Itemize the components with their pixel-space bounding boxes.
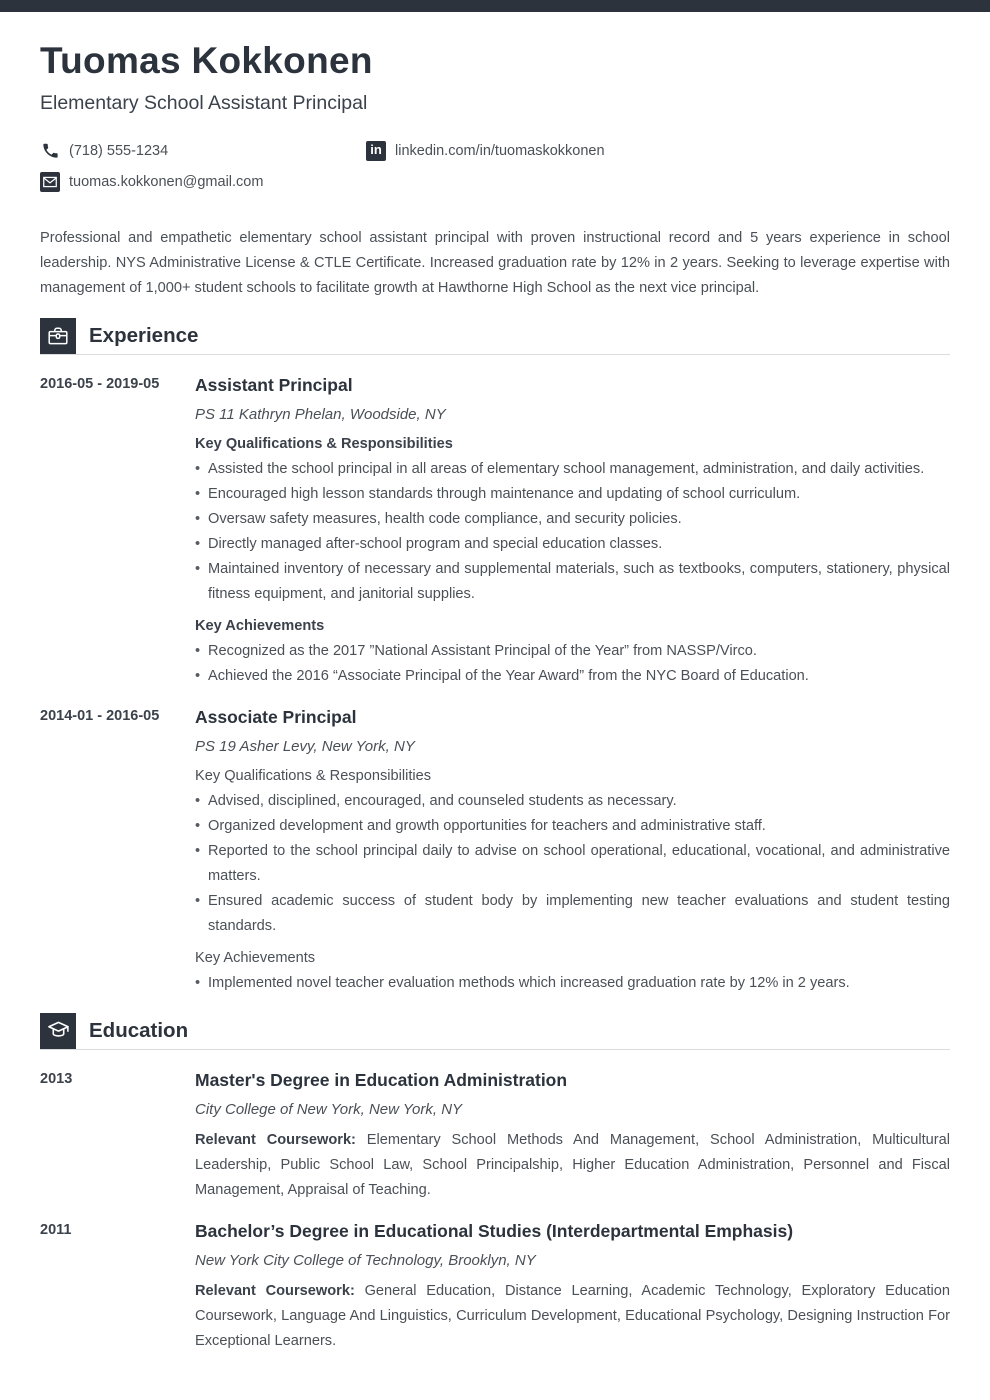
bullet-item: • Directly managed after-school program and special education classes. [195,532,950,557]
entry-title: Assistant Principal [195,374,353,395]
professional-summary: Professional and empathetic elementary school assistant principal with proven instructional record and 5 years experience in school leadership. NYS Administrative License & CTLE Certificate. Increased graduation rate by 12% in 2 years. Seeking to leverage expertise with management of 1,000+ student schools to facilitate growth at Hawthorne High School as the next vice principal. [40,229,950,296]
phone-icon [40,141,60,161]
resume-entry [40,374,950,689]
entry-date: 2016-05 - 2019-05 [40,375,160,392]
bullet-item: • Achieved the 2016 “Associate Principal of the Year Award” from the NYC Board of Education. [195,664,950,689]
entry-title: Master's Degree in Education Administration [195,1069,568,1090]
coursework-label: Relevant Coursework: [195,1131,356,1148]
contact-linkedin-value: linkedin.com/in/tuomaskokkonen [395,142,605,159]
briefcase-icon [40,318,76,354]
entry-title: Bachelor’s Degree in Educational Studies (Interdepartmental Emphasis) [195,1220,794,1241]
linkedin-icon: in [366,141,386,161]
contact-linkedin [366,141,950,161]
entry-organization: New York City College of Technology, Brooklyn, NY [195,1251,536,1269]
entry-date: 2014-01 - 2016-05 [40,707,160,724]
contact-email [40,172,366,192]
section-entries [40,355,950,996]
entry-organization: City College of New York, New York, NY [195,1100,463,1118]
group-heading: Key Achievements [195,617,325,634]
bullet-item: • Reported to the school principal daily to advise on school operational, educational, vocational, and administrative matters. [195,839,950,889]
bullet-list [195,789,950,939]
bullet-item: • Advised, disciplined, encouraged, and counseled students as necessary. [195,789,950,814]
sections-container [40,318,950,1354]
entry-organization: PS 19 Asher Levy, New York, NY [195,737,415,755]
bullet-item: • Recognized as the 2017 ”National Assistant Principal of the Year” from NASSP/Virco. [195,639,950,664]
section-experience [40,318,950,996]
bullet-item: • Encouraged high lesson standards through maintenance and updating of school curriculum. [195,482,950,507]
bullet-list [195,971,950,996]
person-job-title: Elementary School Assistant Principal [40,91,368,114]
contact-phone-value: (718) 555-1234 [69,142,169,159]
section-header [40,318,950,355]
contact-email-value: tuomas.kokkonen@gmail.com [69,173,264,190]
resume-entry [40,1069,950,1203]
email-icon [40,172,60,192]
section-title: Education [89,1018,189,1042]
bullet-item: • Ensured academic success of student body by implementing new teacher evaluations and student testing standards. [195,889,950,939]
bullet-list [195,639,950,689]
person-name: Tuomas Kokkonen [40,40,373,81]
group-heading: Key Qualifications & Responsibilities [195,435,453,452]
bullet-item: • Assisted the school principal in all areas of elementary school management, administration, and daily activities. [195,457,950,482]
section-title: Experience [89,323,199,347]
group-heading: Key Qualifications & Responsibilities [195,767,432,784]
resume-page [0,40,990,1354]
contact-info [40,141,950,192]
bullet-item: • Maintained inventory of necessary and supplemental materials, such as textbooks, computers, stationery, physical fitness equipment, and janitorial supplies. [195,557,950,607]
entry-date: 2011 [40,1221,72,1238]
bullet-list [195,457,950,607]
section-entries [40,1050,950,1354]
entry-organization: PS 11 Kathryn Phelan, Woodside, NY [195,405,446,423]
coursework-label: Relevant Coursework: [195,1282,355,1299]
relevant-coursework: Relevant Coursework: Elementary School Methods And Management, School Administration, Multicultural Leadership, Public School Law, School Principalship, Higher Education Administration, Personnel and Fiscal Management, Appraisal of Teaching. [195,1131,950,1198]
graduation-cap-icon [40,1013,76,1049]
resume-entry [40,1220,950,1354]
bullet-item: • Implemented novel teacher evaluation methods which increased graduation rate by 12% in 2 years. [195,971,950,996]
entry-date: 2013 [40,1070,73,1087]
relevant-coursework: Relevant Coursework: General Education, Distance Learning, Academic Technology, Exploratory Education Coursework, Language And Linguistics, Curriculum Development, Educational Psychology, Designing Instruction For Exceptional Learners. [195,1282,951,1349]
entry-title: Associate Principal [195,706,357,727]
top-accent-bar [0,0,990,12]
contact-phone [40,141,366,161]
section-education [40,1013,950,1354]
resume-entry [40,706,950,996]
bullet-item: • Organized development and growth opportunities for teachers and administrative staff. [195,814,950,839]
group-heading: Key Achievements [195,949,316,966]
section-header [40,1013,950,1050]
bullet-item: • Oversaw safety measures, health code compliance, and security policies. [195,507,950,532]
